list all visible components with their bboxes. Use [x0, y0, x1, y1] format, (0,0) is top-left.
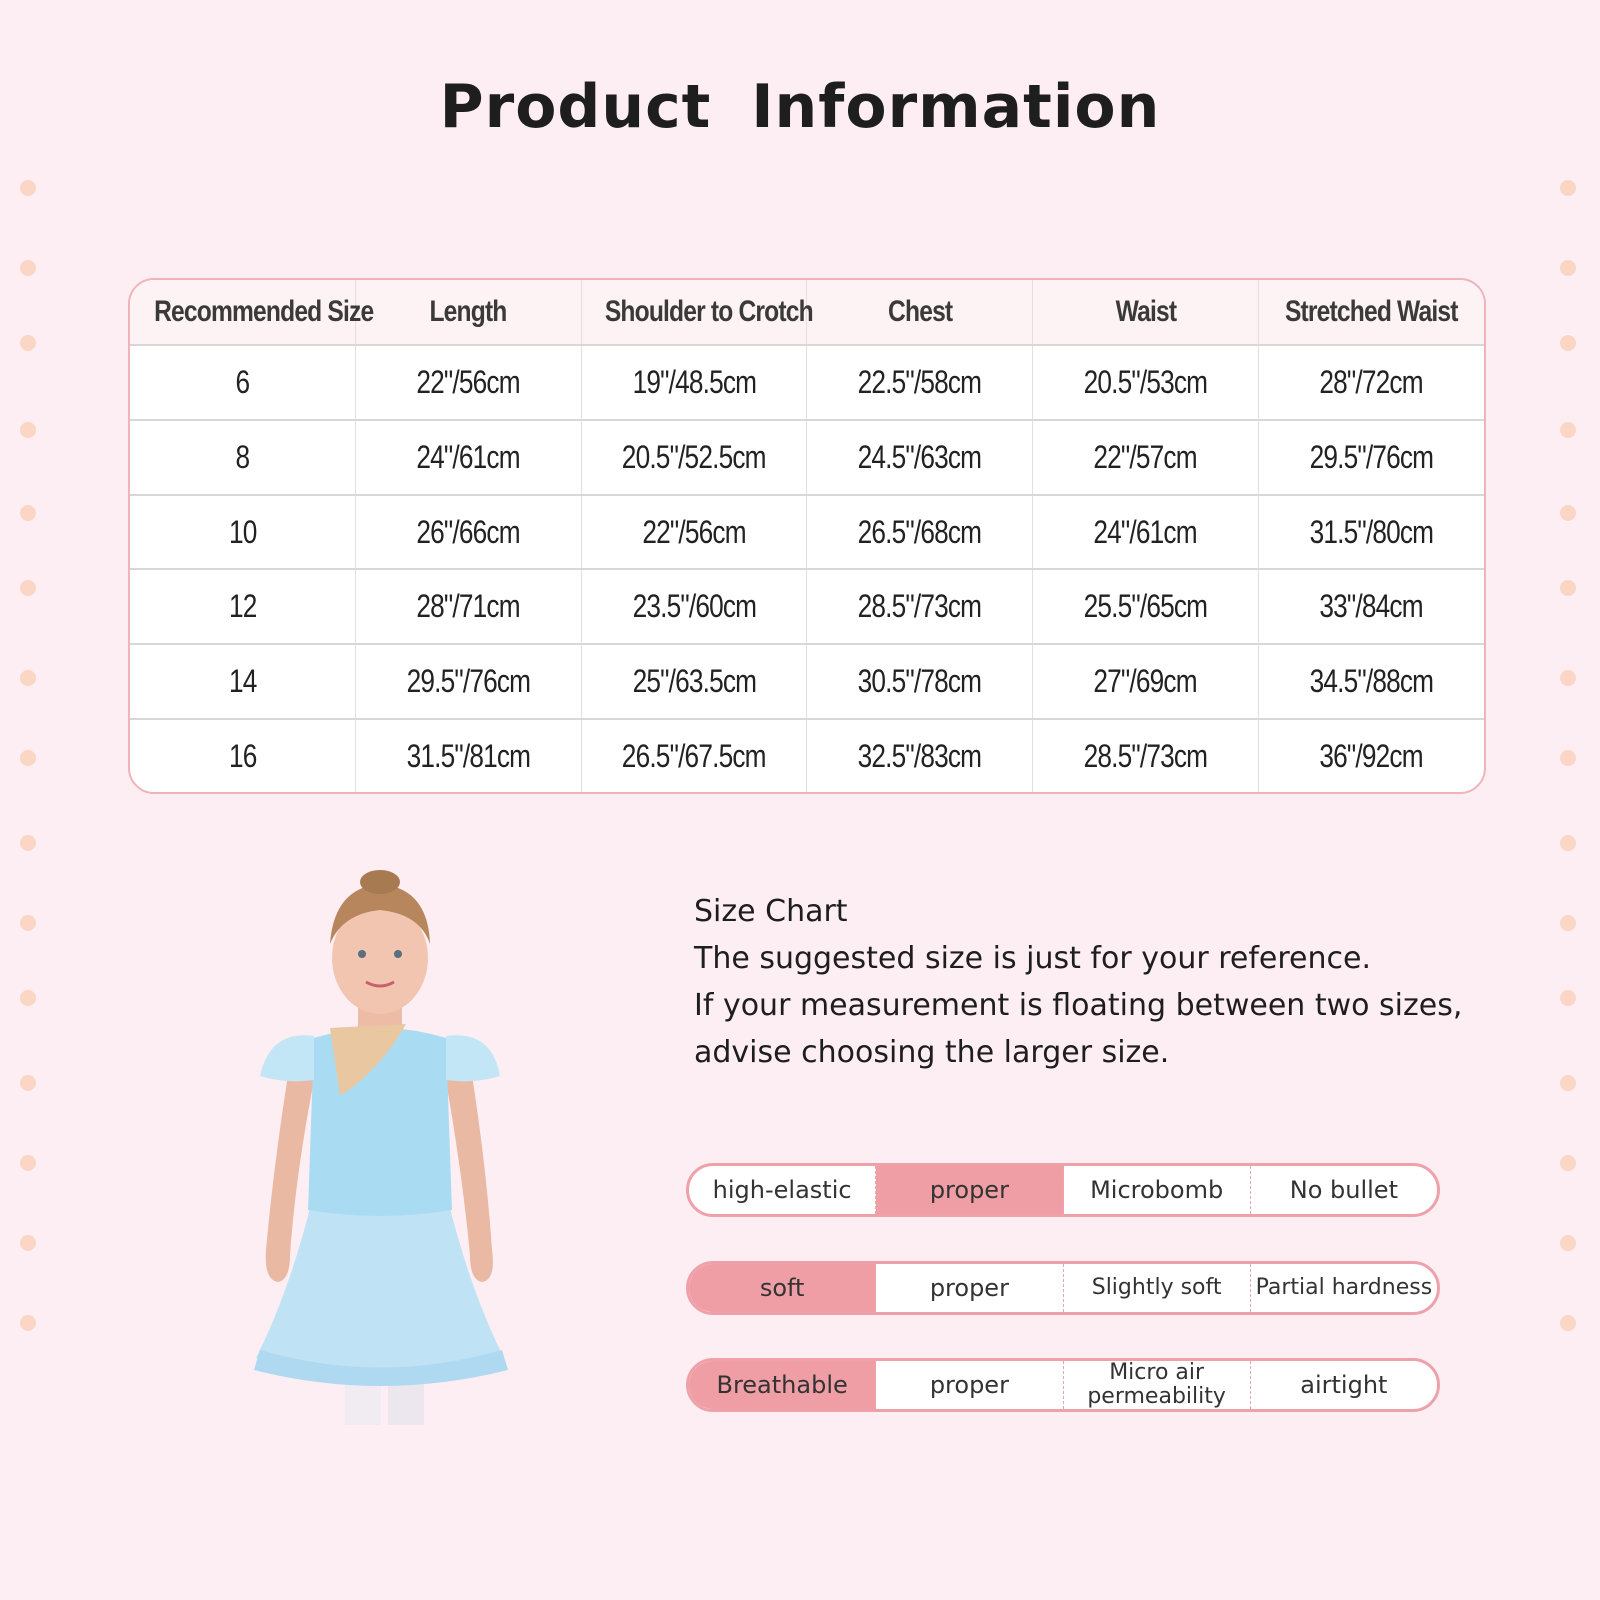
column-header-shoulder-to-crotch: Shoulder to Crotch	[581, 280, 807, 345]
table-cell: 31.5"/81cm	[356, 719, 582, 792]
decorative-dot	[20, 990, 36, 1006]
table-row	[130, 495, 1484, 570]
decorative-dot	[20, 750, 36, 766]
table-cell: 14	[130, 644, 356, 719]
decorative-dot	[1560, 505, 1576, 521]
table-cell: 28"/72cm	[1258, 345, 1484, 420]
page-title: Product Information	[439, 72, 1161, 142]
table-cell: 31.5"/80cm	[1258, 495, 1484, 570]
softness-option: Slightly soft	[1064, 1264, 1251, 1312]
decorative-dot	[1560, 670, 1576, 686]
table-cell: 34.5"/88cm	[1258, 644, 1484, 719]
table-cell: 25.5"/65cm	[1033, 569, 1259, 644]
table-cell: 22.5"/58cm	[807, 345, 1033, 420]
size-chart-note	[694, 888, 1494, 1076]
table-cell: 16	[130, 719, 356, 792]
decorative-dot	[20, 580, 36, 596]
elasticity-option: proper	[876, 1166, 1063, 1214]
size-chart-heading: Size Chart	[694, 894, 848, 929]
product-photo	[230, 870, 530, 1425]
elasticity-option: Microbomb	[1064, 1166, 1251, 1214]
decorative-dot	[1560, 750, 1576, 766]
table-cell: 28.5"/73cm	[807, 569, 1033, 644]
decorative-dot	[20, 1075, 36, 1091]
column-header-stretched-waist: Stretched Waist	[1258, 280, 1484, 345]
decorative-dot	[20, 670, 36, 686]
decorative-dot	[1560, 422, 1576, 438]
table-cell: 24"/61cm	[1033, 495, 1259, 570]
softness-option: proper	[876, 1264, 1063, 1312]
table-cell: 28.5"/73cm	[1033, 719, 1259, 792]
table-cell: 27"/69cm	[1033, 644, 1259, 719]
column-header-chest: Chest	[807, 280, 1033, 345]
decorative-dot	[20, 1155, 36, 1171]
breathability-option: Micro air permeability	[1064, 1361, 1251, 1409]
table-cell: 25"/63.5cm	[581, 644, 807, 719]
table-cell: 20.5"/52.5cm	[581, 420, 807, 495]
decorative-dot	[1560, 260, 1576, 276]
table-cell: 24"/61cm	[356, 420, 582, 495]
decorative-dot	[1560, 1075, 1576, 1091]
table-cell: 19"/48.5cm	[581, 345, 807, 420]
size-table-container	[128, 278, 1486, 794]
size-chart-note-line: advise choosing the larger size.	[694, 1035, 1170, 1070]
size-table	[130, 280, 1484, 792]
table-cell: 22"/57cm	[1033, 420, 1259, 495]
decorative-dot	[20, 422, 36, 438]
table-row	[130, 644, 1484, 719]
elasticity-scale	[686, 1163, 1440, 1217]
decorative-dot	[1560, 180, 1576, 196]
breathability-option: airtight	[1300, 1371, 1388, 1399]
table-header-row	[130, 280, 1484, 345]
size-chart-note-line: The suggested size is just for your reference.	[694, 941, 1371, 976]
table-cell: 26.5"/68cm	[807, 495, 1033, 570]
size-chart-note-line: If your measurement is floating between two sizes,	[694, 988, 1463, 1023]
decorative-dot	[20, 835, 36, 851]
table-row	[130, 420, 1484, 495]
decorative-dot	[1560, 1235, 1576, 1251]
decorative-dot	[20, 180, 36, 196]
column-header-waist: Waist	[1033, 280, 1259, 345]
breathability-option: proper	[876, 1361, 1063, 1409]
softness-option: soft	[689, 1264, 876, 1312]
decorative-dot	[1560, 915, 1576, 931]
decorative-dot	[1560, 580, 1576, 596]
table-cell: 22"/56cm	[581, 495, 807, 570]
table-cell: 23.5"/60cm	[581, 569, 807, 644]
breathability-scale	[686, 1358, 1440, 1412]
column-header-length: Length	[356, 280, 582, 345]
table-cell: 20.5"/53cm	[1033, 345, 1259, 420]
decorative-dot	[1560, 335, 1576, 351]
decorative-dot	[20, 260, 36, 276]
elasticity-option: high-elastic	[689, 1166, 876, 1214]
elasticity-option: No bullet	[1289, 1176, 1398, 1204]
table-cell: 12	[130, 569, 356, 644]
table-cell: 26.5"/67.5cm	[581, 719, 807, 792]
table-cell: 24.5"/63cm	[807, 420, 1033, 495]
table-cell: 10	[130, 495, 356, 570]
decorative-dot	[20, 335, 36, 351]
decorative-dot	[20, 505, 36, 521]
table-cell: 29.5"/76cm	[1258, 420, 1484, 495]
softness-scale	[686, 1261, 1440, 1315]
table-cell: 32.5"/83cm	[807, 719, 1033, 792]
table-cell: 22"/56cm	[356, 345, 582, 420]
table-cell: 8	[130, 420, 356, 495]
breathability-option: Breathable	[689, 1361, 876, 1409]
table-row	[130, 719, 1484, 792]
decorative-dot	[20, 1235, 36, 1251]
table-cell: 33"/84cm	[1258, 569, 1484, 644]
table-row	[130, 569, 1484, 644]
decorative-dot	[1560, 990, 1576, 1006]
table-cell: 6	[130, 345, 356, 420]
softness-option: Partial hardness	[1255, 1275, 1433, 1300]
table-cell: 28"/71cm	[356, 569, 582, 644]
decorative-dot	[1560, 1155, 1576, 1171]
decorative-dot	[20, 1315, 36, 1331]
table-cell: 36"/92cm	[1319, 737, 1424, 774]
table-cell: 26"/66cm	[356, 495, 582, 570]
table-row	[130, 345, 1484, 420]
table-cell: 29.5"/76cm	[356, 644, 582, 719]
column-header-recommended-size: Recommended Size	[130, 280, 356, 345]
decorative-dot	[20, 915, 36, 931]
decorative-dot	[1560, 835, 1576, 851]
decorative-dot	[1560, 1315, 1576, 1331]
table-cell: 30.5"/78cm	[807, 644, 1033, 719]
